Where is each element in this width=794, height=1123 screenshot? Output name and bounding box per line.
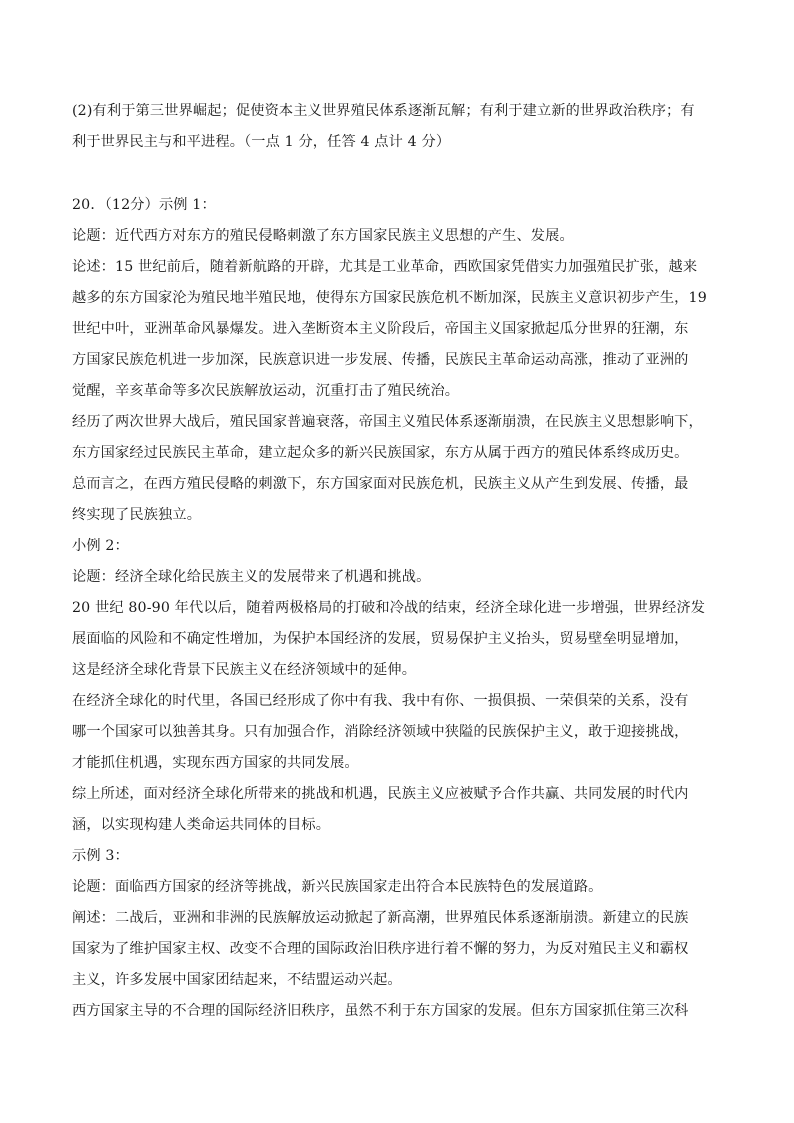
- text-line: 西方国家主导的不合理的国际经济旧秩序，虽然不利于东方国家的发展。但东方国家抓住第三次科: [72, 1003, 689, 1019]
- text-line: 世纪中叶，亚洲革命风暴爆发。进入垄断资本主义阶段后，帝国主义国家掀起瓜分世界的狂潮，东: [72, 321, 689, 337]
- text-line: 20 世纪 80-90 年代以后，随着两极格局的打破和冷战的结束，经济全球化进一步增强，世界经济发: [72, 600, 706, 616]
- answer-content: [72, 96, 720, 1027]
- text-line: 阐述：二战后，亚洲和非洲的民族解放运动掀起了新高潮，世界殖民体系逐渐崩溃。新建立的民族: [72, 910, 689, 926]
- text-line: 终实现了民族独立。: [72, 507, 202, 523]
- example-2: [72, 531, 720, 841]
- example-3: [72, 841, 720, 1027]
- text-line: 觉醒，辛亥革命等多次民族解放运动，沉重打击了殖民统治。: [72, 383, 460, 399]
- text-line: 论述：15 世纪前后，随着新航路的开辟，尤其是工业革命，西欧国家凭借实力加强殖民扩张，越来: [72, 259, 698, 275]
- thesis-line: 论题：经济全球化给民族主义的发展带来了机遇和挑战。: [72, 569, 431, 585]
- text-line: 才能抓住机遇，实现东西方国家的共同发展。: [72, 755, 359, 771]
- text-line: 总而言之，在西方殖民侵略的刺激下，东方国家面对民族危机，民族主义从产生到发展、传播，最: [72, 476, 689, 492]
- text-line: 主义，许多发展中国家团结起来，不结盟运动兴起。: [72, 972, 402, 988]
- text-line: 经历了两次世界大战后，殖民国家普遍衰落，帝国主义殖民体系逐渐崩溃，在民族主义思想影响下，: [72, 414, 703, 430]
- text-line: 国家为了维护国家主权、改变不合理的国际政治旧秩序进行着不懈的努力，为反对殖民主义和霸权: [72, 941, 689, 957]
- text-line: 东方国家经过民族民主革命，建立起众多的新兴民族国家，东方从属于西方的殖民体系终成历史。: [72, 445, 689, 461]
- text-line: 在经济全球化的时代里，各国已经形成了你中有我、我中有你、一损俱损、一荣俱荣的关系，没有: [72, 693, 689, 709]
- question-heading: 20．（12分）示例 1：: [72, 197, 216, 213]
- text-line: 哪一个国家可以独善其身。只有加强合作，消除经济领域中狭隘的民族保护主义，敢于迎接挑战，: [72, 724, 689, 740]
- text-line: (2)有利于第三世界崛起；促使资本主义世界殖民体系逐渐瓦解；有利于建立新的世界政治秩序；有: [72, 103, 695, 119]
- example-1: [72, 221, 720, 531]
- text-line: 方国家民族危机进一步加深，民族意识进一步发展、传播，民族民主革命运动高涨，推动了亚洲的: [72, 352, 689, 368]
- thesis-line: 论题：面临西方国家的经济等挑战，新兴民族国家走出符合本民族特色的发展道路。: [72, 879, 603, 895]
- example-label: 示例 3：: [72, 848, 129, 864]
- text-line: 利于世界民主与和平进程。（一点 1 分，任答 4 点计 4 分）: [72, 134, 451, 150]
- text-line: 展面临的风险和不确定性增加，为保护本国经济的发展，贸易保护主义抬头，贸易壁垒明显增加，: [72, 631, 689, 647]
- example-label: 小例 2：: [72, 538, 129, 554]
- text-line: 这是经济全球化背景下民族主义在经济领域中的延伸。: [72, 662, 417, 678]
- text-line: 越多的东方国家沦为殖民地半殖民地，使得东方国家民族危机不断加深，民族主义意识初步产生，19: [72, 290, 707, 306]
- answer-part-2: [72, 96, 720, 158]
- thesis-line: 论题：近代西方对东方的殖民侵略刺激了东方国家民族主义思想的产生、发展。: [72, 228, 574, 244]
- text-line: 涵，以实现构建人类命运共同体的目标。: [72, 817, 331, 833]
- text-line: 综上所述，面对经济全球化所带来的挑战和机遇，民族主义应被赋予合作共赢、共同发展的时代内: [72, 786, 689, 802]
- paragraph-gap: [72, 158, 720, 190]
- question-20: [72, 190, 720, 1027]
